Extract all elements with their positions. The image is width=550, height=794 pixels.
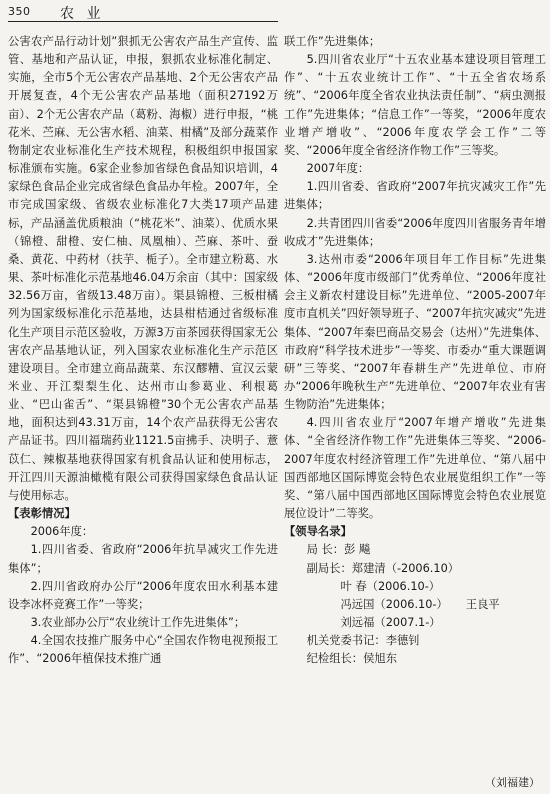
director-name: 彭 飚 [344, 543, 371, 557]
director-row [284, 541, 546, 559]
page-header [8, 2, 278, 22]
deputy-row [284, 578, 546, 596]
list-item: 4.四川省农业厅“2007年增产增收”先进集体、“全省经济作物工作”先进集体三等奖、“2006-2007年度农村经济管理工作”先进单位、“第八届中国西部地区国际博览会特色农业展览组织工作”一等奖、“第八届中国西部地区国际博览会特色农业展览展位设计”二等奖。 [284, 416, 546, 521]
deputy-name: 郑建清（-2006.10） [351, 561, 460, 575]
commend-heading: 【表彰情况】 [8, 507, 76, 521]
discipline-name: 侯旭东 [363, 652, 397, 666]
list-item: 1.四川省委、省政府“2007年抗灾减灾工作”先进集体； [284, 180, 546, 212]
deputy-row [284, 614, 546, 632]
deputy-row [284, 560, 546, 578]
left-column [8, 33, 278, 668]
list-item: 2.四川省政府办公厅“2006年度农田水利基本建设李冰杯竞赛工作”一等奖； [8, 579, 278, 611]
party-secretary-name: 李德钊 [385, 634, 420, 648]
list-item: 4.全国农技推广服务中心“全国农作物电视预报工作”、“2006年植保技术推广通 [8, 634, 278, 666]
author-credit: （刘福建） [485, 776, 540, 789]
party-secretary-row [284, 632, 546, 650]
year-2006-label: 2006年度： [30, 525, 94, 539]
list-item: 3.农业部办公厅“农业统计工作先进集体”； [30, 616, 246, 629]
continued-text: 联工作”先进集体； [284, 35, 381, 48]
deputy-name: 叶 春（2006.10-） [340, 579, 441, 593]
year-2007-label: 2007年度： [306, 162, 370, 176]
list-item: 5.四川省农业厅“十五农业基本建设项目管理工作”、“十五农业统计工作”、“十五全省农场系统”、“2006年度全省农业执法责任制”、“病虫测报工作”先进集体；“信息工作”一等奖，“2006年度农业增产增收”、“2006年度农学会工作”二等奖、“2006年度全省经济作物工作”三等奖。 [284, 53, 546, 157]
list-item: 3.达州市委“2006年项目年工作目标”先进集体、“2006年度市级部门”优秀单位、“2006年度社会主义新农村建设目标”先进单位、“2005-2007年度市直机关”四好领导班子、“2007年抗灾减灾”先进集体、“2007年秦巴商品交易会（达州）”先进集体、市政府“科学技术进步”一等奖、市委办“重大课题调研”三等奖、“2007年春耕生产”先进单位、市府办“2006年晚秋生产”先进单位、“2007年农业有害生物防治”先进集体； [284, 252, 546, 412]
right-column [284, 33, 546, 668]
section-title: 农 业 [60, 6, 105, 22]
list-item: 2.共青团四川省委“2006年度四川省服务青年增收成才”先进集体； [284, 216, 546, 248]
discipline-row [284, 650, 546, 668]
deputy-label: 副局长： [306, 561, 352, 575]
deputy-name: 王良平 [465, 597, 500, 611]
leaders-list [284, 541, 546, 668]
deputy-name: 刘远福（2007.1-） [340, 616, 441, 629]
list-item: 1.四川省委、省政府“2006年抗旱减灾工作先进集体”； [8, 543, 278, 575]
page-number: 350 [8, 5, 31, 18]
header-rule [8, 21, 278, 22]
leaders-heading: 【领导名录】 [284, 525, 352, 539]
discipline-label: 纪检组长： [306, 652, 364, 666]
party-secretary-label: 机关党委书记： [306, 634, 386, 648]
deputy-name: 冯远国（2006.10-） [340, 597, 448, 611]
director-label: 局 长： [306, 543, 345, 557]
deputy-row [284, 596, 546, 614]
body-paragraph: 公害农产品行动计划”狠抓无公害农产品生产宣传、监管、基地和产品认证，申报，狠抓农业标准化制定、实施，全市5个无公害农产品基地、2个无公害农产品开展复查，4个无公害农产品基地（面积27192万亩）、2个无公害农产品（葛粉、海椒）进行申报，“桃花米、苎麻、无公害水稻、油菜、柑橘”及部分蔬菜作物制定农业标准化生产技术规程，积极组织申报国家标准颁布实施。6家企业参加省绿色食品知识培训，4家绿色食品企业完成省绿色食品办年检。2007年，全市完成国家级、省级农业标准化7大类17项产品建标，产品涵盖优质粮油（“桃花米”、油菜）、优质水果（锦橙、甜橙、安仁柚、凤凰柚）、苎麻、茶叶、蚕桑、黄花、中药材（扶芋、栀子）。全市建立粉葛、水果、茶叶标准化示范基地46.04万余亩（其中：国家级32.56万亩，省级13.48万亩）。渠县锦橙、三板柑橘列为国家级标准化示范基地，达县柑桔通过省级标准化生产项目示范区验收，万源3万亩茶园获得国家无公害农产品基地认证，列入国家农业标准化生产示范区建设项目。全市建立商品蔬菜、东汉醪糟、宣汉云蒙米业、开江梨梨生化、达州市山参葛业、利根葛业、“巴山雀舌”、“渠县锦橙”30个无公害农产品基地，面积达到43.31万亩，14个农产品获得无公害农产品证书。四川福瑞药业1121.5亩拂手、决明子、薏苡仁、辣椒基地获得国家有机食品认证和使用标志，开江四川天源油橄榄有限公司获得国家绿色食品认证与使用标志。 [8, 35, 278, 502]
